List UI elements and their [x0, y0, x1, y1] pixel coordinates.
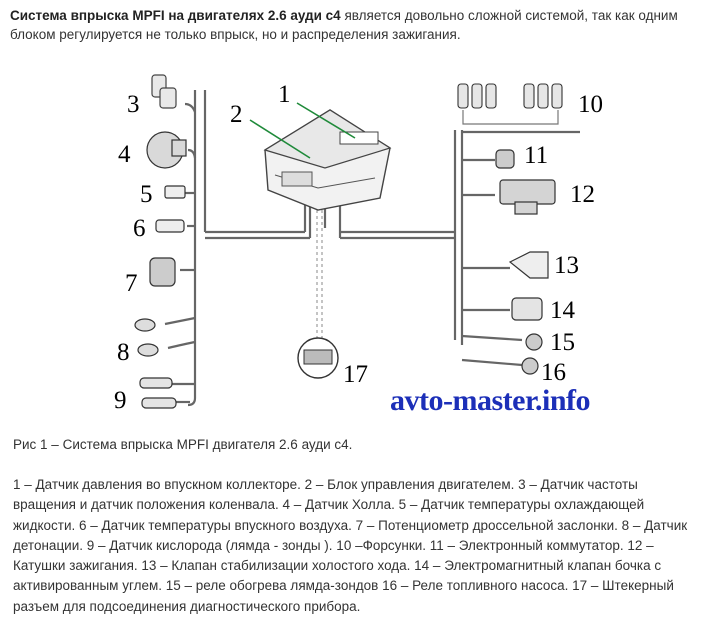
label-5: 5: [140, 181, 153, 208]
figure-legend: 1 – Датчик давления во впускном коллекторе. 2 – Блок управления двигателем. 3 – Датчик частоты вращения и датчик положения коленвала. 4 – Датчик Холла. 5 – Датчик температуры охлаждающей жидкости. 6 – Датчик температуры впускного воздуха. 7 – Потенциометр дроссельной заслонки. 8 – Датчик детонации. 9 – Датчик кислорода (лямда - зонды ). 10 –Форсунки. 11 – Электронный коммутатор. 12 – Катушки зажигания. 13 – Клапан стабилизации холостого хода. 14 – Электромагнитный клапан бочка с активированным углем. 15 – реле обогрева лямда-зондов 16 – Реле топливного насоса. 17 – Штекерный разъем для подсоединения диагностического прибора.: [13, 477, 688, 614]
relay-16: [522, 358, 538, 374]
label-10: 10: [578, 91, 603, 118]
ecu-unit: [265, 110, 390, 210]
idle-valve: [510, 252, 548, 278]
label-7: 7: [125, 270, 138, 297]
intake-air-sensor: [156, 220, 184, 232]
label-17: 17: [343, 361, 368, 388]
label-11: 11: [524, 142, 549, 169]
intro-text: [10, 6, 704, 44]
canister-valve: [512, 298, 542, 320]
ignition-coils: [500, 180, 555, 214]
watermark: avto-master.info: [390, 384, 591, 417]
throttle-potentiometer: [150, 258, 175, 286]
diagnostic-connector: [298, 338, 338, 378]
label-2: 2: [230, 101, 243, 128]
label-1: 1: [278, 81, 291, 108]
label-14: 14: [550, 297, 575, 324]
oxygen-sensors: [140, 378, 176, 408]
crank-sensor: [152, 75, 176, 108]
intro-rest: является довольно сложной системой, так как одним блоком регулируется не только впрыск, но и распределения зажигания.: [10, 8, 678, 42]
label-8: 8: [117, 339, 130, 366]
figure-caption: Рис 1 – Система впрыска MPFI двигателя 2.6 ауди с4.: [13, 437, 353, 452]
intro-bold: Система впрыска MPFI на двигателях 2.6 ауди с4: [10, 8, 341, 23]
label-12: 12: [570, 181, 595, 208]
relay-15: [526, 334, 542, 350]
label-9: 9: [114, 387, 127, 414]
label-16: 16: [541, 359, 566, 386]
label-15: 15: [550, 329, 575, 356]
mpfi-diagram: [0, 60, 714, 425]
ignition-switch: [496, 150, 514, 168]
coolant-sensor: [165, 186, 185, 198]
label-3: 3: [127, 91, 140, 118]
injectors: [458, 84, 562, 108]
label-13: 13: [554, 252, 579, 279]
hall-sensor: [147, 132, 186, 168]
label-6: 6: [133, 215, 146, 242]
label-4: 4: [118, 141, 131, 168]
knock-sensors: [135, 319, 158, 356]
